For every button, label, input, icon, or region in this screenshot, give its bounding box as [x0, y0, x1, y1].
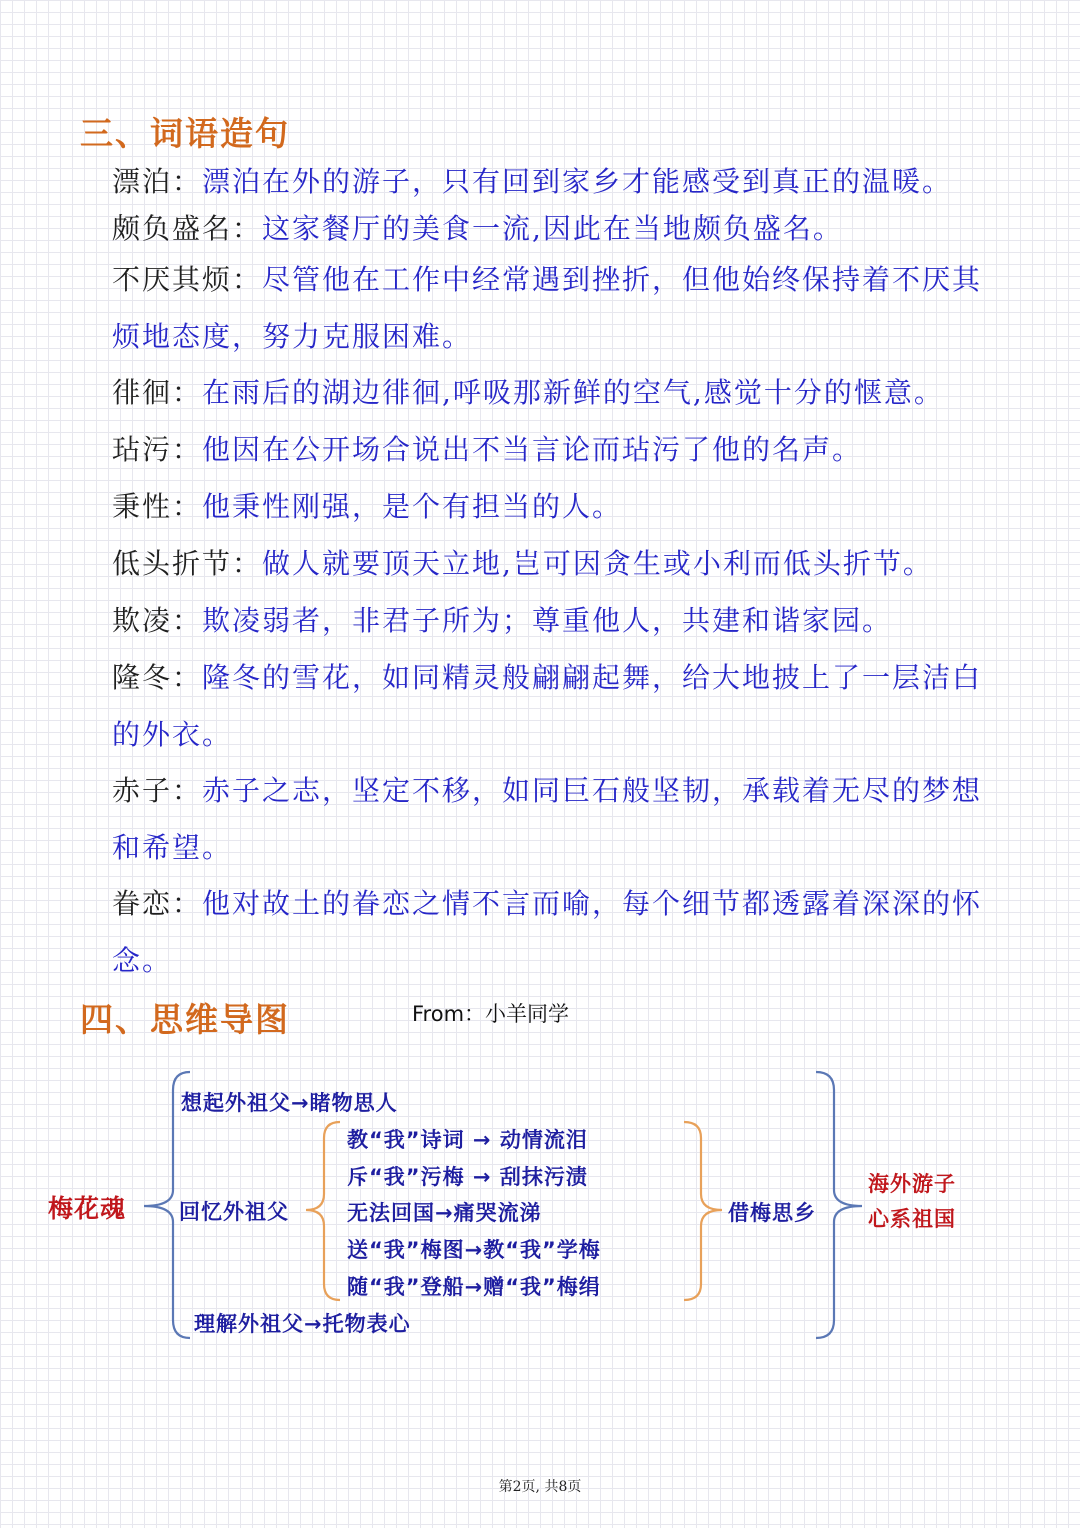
entry-term: 隆冬： — [112, 661, 203, 694]
mindmap-sub-item: 送“我”梅图→教“我”学梅 — [347, 1238, 601, 1262]
main-right-brace — [816, 1072, 862, 1338]
entry-term: 秉性： — [112, 490, 203, 523]
mindmap-root: 梅花魂 — [48, 1194, 127, 1223]
inner-left-brace — [306, 1122, 340, 1300]
entry-sentence: 尽管他在工作中经常遇到挫折，但他始终保持着不厌其烦地态度，努力克服困难。 — [112, 263, 983, 353]
mindmap-branch-remember-grandfather: 回忆外祖父 — [179, 1200, 289, 1224]
mindmap-summary: 借梅思乡 — [728, 1201, 816, 1225]
entry-sentence: 做人就要顶天立地,岂可因贪生或小利而低头折节。 — [262, 547, 933, 580]
entry-sentence: 漂泊在外的游子，只有回到家乡才能感受到真正的温暖。 — [202, 165, 953, 198]
mindmap-branch-understand-grandfather: 理解外祖父→托物表心 — [194, 1312, 411, 1336]
mindmap-sub-item: 随“我”登船→赠“我”梅绢 — [347, 1275, 601, 1299]
mindmap-conclusion-line-2: 心系祖国 — [868, 1207, 956, 1231]
entry-term: 颇负盛名： — [112, 212, 263, 245]
mindmap-conclusion-line-1: 海外游子 — [868, 1172, 956, 1196]
entry-term: 不厌其烦： — [112, 263, 263, 296]
entry-sentence: 赤子之志，坚定不移，如同巨石般坚韧，承载着无尽的梦想和希望。 — [112, 774, 983, 864]
entry-sentence: 他对故土的眷恋之情不言而喻，每个细节都透露着深深的怀念。 — [112, 887, 983, 977]
entry-term: 低头折节： — [112, 547, 263, 580]
entry-sentence: 他因在公开场合说出不当言论而玷污了他的名声。 — [202, 433, 863, 466]
mindmap-sub-item: 教“我”诗词 → 动情流泪 — [347, 1128, 588, 1152]
entry-sentence: 隆冬的雪花，如同精灵般翩翩起舞，给大地披上了一层洁白的外衣。 — [112, 661, 983, 751]
entry-sentence: 他秉性刚强，是个有担当的人。 — [202, 490, 623, 523]
author-credit: From：小羊同学 — [412, 1002, 570, 1026]
mindmap-sub-item: 无法回国→痛哭流涕 — [347, 1201, 542, 1225]
entry-term: 漂泊： — [112, 165, 203, 198]
entry-sentence: 在雨后的湖边徘徊,呼吸那新鲜的空气,感觉十分的惬意。 — [202, 376, 944, 409]
entry-term: 玷污： — [112, 433, 203, 466]
mindmap-sub-item: 斥“我”污梅 → 刮抹污渍 — [347, 1165, 588, 1189]
section-4-title: 四、思维导图 — [80, 1000, 290, 1039]
entry-term: 眷恋： — [112, 887, 203, 920]
entry-term: 赤子： — [112, 774, 203, 807]
entry-sentence: 欺凌弱者，非君子所为；尊重他人，共建和谐家园。 — [202, 604, 893, 637]
inner-right-brace — [684, 1122, 722, 1300]
entry-term: 欺凌： — [112, 604, 203, 637]
entry-term: 徘徊： — [112, 376, 203, 409]
section-3-title: 三、词语造句 — [80, 114, 290, 153]
entry-sentence: 这家餐厅的美食一流,因此在当地颇负盛名。 — [262, 212, 843, 245]
page-number: 第2页, 共8页 — [498, 1479, 582, 1495]
mindmap-branch-recall-grandfather: 想起外祖父→睹物思人 — [181, 1091, 398, 1115]
